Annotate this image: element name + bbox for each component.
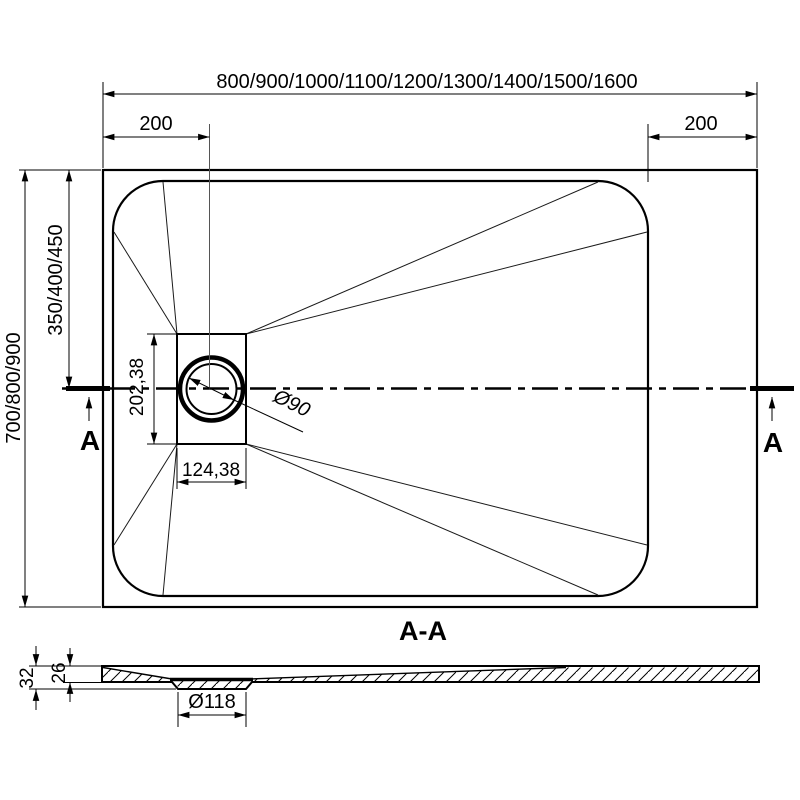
dim-recess-diameter [178,691,246,727]
section-title: A-A [399,616,447,646]
crease-line [114,232,177,334]
dim-edge-thickness [49,648,101,702]
crease-line [114,444,177,545]
dim-drain-box-width-label: 124,38 [181,460,241,481]
dim-center-from-top-label: 350/400/450 [45,224,67,336]
section-marker-left-label: A [79,425,101,456]
dim-drain-offset-left [103,113,210,390]
plan-view [3,71,795,607]
dim-edge-thickness-label: 26 [49,662,70,684]
dim-offset-right-label: 200 [684,113,718,135]
dim-recess-diameter-label: Ø118 [188,691,236,713]
dim-center-from-top [45,170,69,388]
dim-offset-left-label: 200 [139,113,173,135]
dim-drain-offset-right [648,113,757,182]
dim-width-label: 800/900/1000/1100/1200/1300/1400/1500/1600 [216,71,638,93]
dim-drain-box-height-label: 202,38 [127,357,148,417]
section-view [17,616,759,727]
dim-overall-width [103,71,757,168]
crease-line [163,182,177,334]
section-marker-right-label: A [762,427,784,458]
dim-drain-box-width [177,448,246,489]
dim-drain-diameter [189,378,313,432]
crease-line [163,444,177,595]
dim-total-height-label: 32 [17,667,38,689]
dim-drain-diameter-label: Ø90 [269,385,314,422]
dim-depth-label: 700/800/900 [3,332,25,444]
